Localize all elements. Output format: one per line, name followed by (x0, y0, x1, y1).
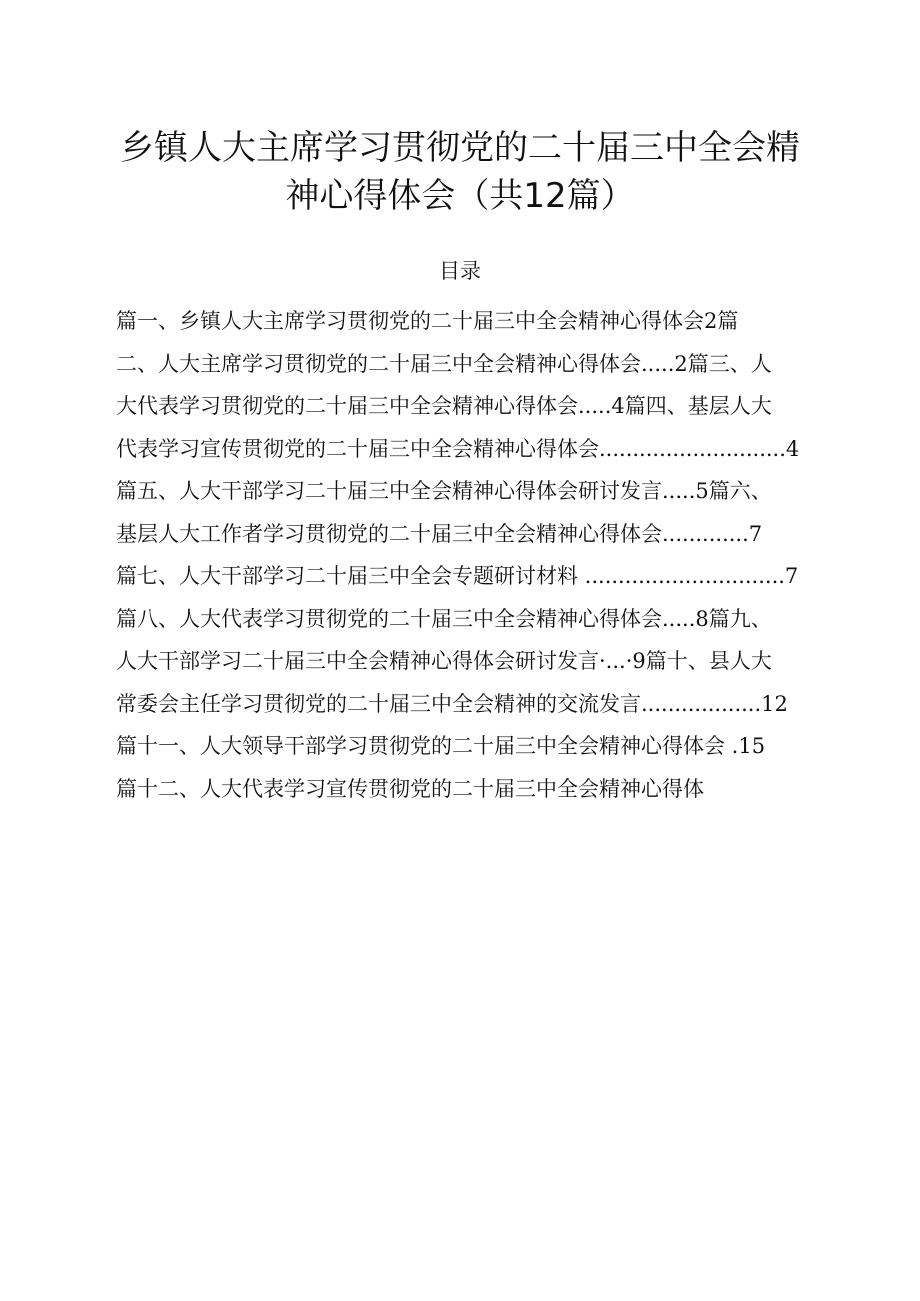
document-title-line-1: 乡镇人大主席学习贯彻党的二十届三中全会精 (120, 128, 800, 168)
toc-line: 篇十一、人大领导干部学习贯彻党的二十届三中全会精神心得体会 .15 (116, 734, 766, 758)
toc-line: 篇五、人大干部学习二十届三中全会精神心得体会研讨发言.....5篇六、 (116, 479, 772, 503)
toc-line: 篇一、乡镇人大主席学习贯彻党的二十届三中全会精神心得体会2篇 (116, 309, 739, 333)
toc-line: 常委会主任学习贯彻党的二十届三中全会精神的交流发言..................12 (116, 691, 788, 716)
toc-line: 篇八、人大代表学习贯彻党的二十届三中全会精神心得体会.....8篇九、 (116, 606, 772, 631)
table-of-contents (116, 300, 836, 810)
toc-heading: 目录 (439, 259, 481, 283)
toc-line: 代表学习宣传贯彻党的二十届三中全会精神心得体会............................4 (116, 436, 800, 461)
toc-line: 大代表学习贯彻党的二十届三中全会精神心得体会.....4篇四、基层人大 (116, 394, 772, 418)
toc-line: 人大干部学习二十届三中全会精神心得体会研讨发言·...·9篇十、县人大 (116, 649, 772, 673)
toc-line: 基层人大工作者学习贯彻党的二十届三中全会精神心得体会.............7 (116, 521, 763, 546)
toc-line: 二、人大主席学习贯彻党的二十届三中全会精神心得体会.....2篇三、人 (116, 351, 772, 376)
toc-line: 篇七、人大干部学习二十届三中全会专题研讨材料 ..............................7 (116, 564, 799, 588)
document-title-line-2: 神心得体会（共12篇） (285, 176, 635, 216)
toc-line: 篇十二、人大代表学习宣传贯彻党的二十届三中全会精神心得体 (116, 776, 704, 801)
